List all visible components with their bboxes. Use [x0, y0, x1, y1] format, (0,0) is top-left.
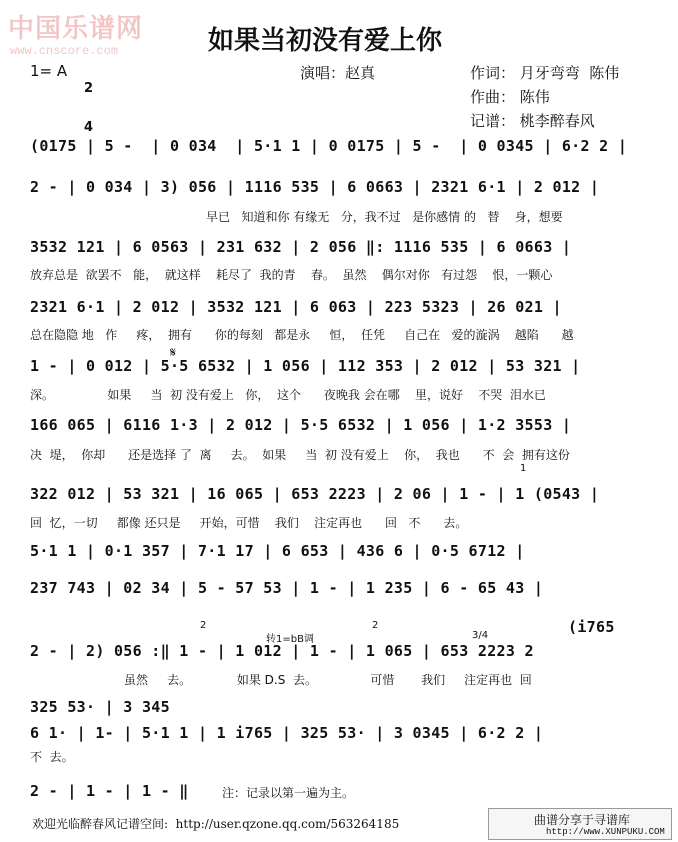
lyric-line-2: 早已 知道和你 有缘无 分，我不过 是你感情 的 替 身，想要 [206, 210, 563, 224]
score-line-2: 2 - | 0 034 | 3) 056 | 1116 535 | 6 0663 | 2321 6·1 | 2 012 | [30, 178, 600, 196]
brand-title: 曲谱分享于寻谱库 [534, 813, 631, 827]
time-bottom: 4 [84, 120, 94, 135]
time-top: 2 [84, 81, 94, 96]
lyric-line-11: 不 去。 [30, 750, 74, 764]
score-line-9: 237 743 | 02 34 | 5 - 57 53 | 1 - | 1 235 | 6 - 65 43 | [30, 579, 544, 597]
score-line-6: 166 065 | 6116 1·3 | 2 012 | 5·5 6532 | 1 056 | 1·2 3553 | [30, 416, 572, 434]
volta-2-label-b: 2 [372, 620, 379, 631]
singer-credit: 演唱：赵真 [300, 64, 376, 82]
lyric-line-3: 放弃总是 欲罢不 能， 就这样 耗尽了 我的青 春。 虽然 偶尔对你 有过怨 恨，一颗心 [30, 268, 553, 282]
score-line-11-lead: 325 53· | 3 345 [30, 698, 170, 716]
score-line-8: 5·1 1 | 0·1 357 | 7·1 17 | 6 653 | 436 6 | 0·5 6712 | [30, 542, 525, 560]
score-line-11: 6 1· | 1- | 5·1 1 | 1 i765 | 325 53· | 3 0345 | 6·2 2 | [30, 724, 544, 742]
footer-text: 欢迎光临醉春风记谱空间: http://user.qzone.qq.com/563264185 [32, 817, 400, 831]
segno-sign: 𝄋 [170, 345, 177, 361]
lyric-line-10: 虽然 去。 如果 D.S 去。 可惜 我们 注定再也 回 [124, 673, 532, 687]
lyricist-credit: 作词： 月牙弯弯 陈伟 [470, 64, 620, 82]
score-line-1: (0175 | 5 - | 0 034 | 5·1 1 | 0 0175 | 5 - | 0 0345 | 6·2 2 | [30, 137, 628, 155]
score-line-7: 322 012 | 53 321 | 16 065 | 653 2223 | 2 06 | 1 - | 1 (0543 | [30, 485, 600, 503]
score-line-4: 2321 6·1 | 2 012 | 3532 121 | 6 063 | 223 5323 | 26 021 | [30, 298, 562, 316]
lyric-line-7: 回 忆，一切 都像 还只是 开始，可惜 我们 注定再也 回 不 去。 [30, 516, 468, 530]
transcriber-credit: 记谱： 桃李醉春风 [470, 112, 595, 130]
lyric-line-5: 深。 如果 当 初 没有爱上 你， 这个 夜晚我 会在哪 里，说好 不哭 泪水已 [30, 388, 546, 402]
volta-2-label-a: 2 [200, 620, 207, 631]
modulation-mark: 转1=bB调 [266, 634, 314, 645]
time-signature [84, 56, 93, 147]
composer-credit: 作曲： 陈伟 [470, 88, 550, 106]
score-line-12: 2 - | 1 - | 1 - ‖ [30, 782, 189, 800]
site-url-watermark: www.cnscore.com [10, 44, 119, 58]
intro-fragment: (i765 [568, 618, 615, 636]
key-signature: 1= A [30, 62, 68, 80]
volta-1-label: 1 [520, 463, 527, 474]
meter-change: 3/4 [472, 630, 489, 641]
lyric-line-6: 决 堤， 你却 还是选择 了 离 去。 如果 当 初 没有爱上 你， 我也 不 会 拥有这份 [30, 448, 570, 462]
footnote: 注：记录以第一遍为主。 [222, 786, 355, 800]
song-title: 如果当初没有爱上你 [208, 26, 443, 56]
score-line-5: 1 - | 0 012 | 5·5 6532 | 1 056 | 112 353 | 2 012 | 53 321 | [30, 357, 581, 375]
site-logo: 中国乐谱网 [8, 14, 144, 44]
lyric-line-4: 总在隐隐 地 作 疼， 拥有 你的每刻 都是永 恒， 任凭 自己在 爱的漩涡 越陷 越 [30, 328, 574, 342]
score-line-10: 2 - | 2) 056 :‖ 1 - | 1 012 | 1 - | 1 065 | 653 2223 2 [30, 642, 534, 660]
score-line-3: 3532 121 | 6 0563 | 231 632 | 2 056 ‖: 1116 535 | 6 0663 | [30, 238, 572, 256]
brand-url[interactable]: http://www.XUNPUKU.COM [546, 827, 665, 837]
